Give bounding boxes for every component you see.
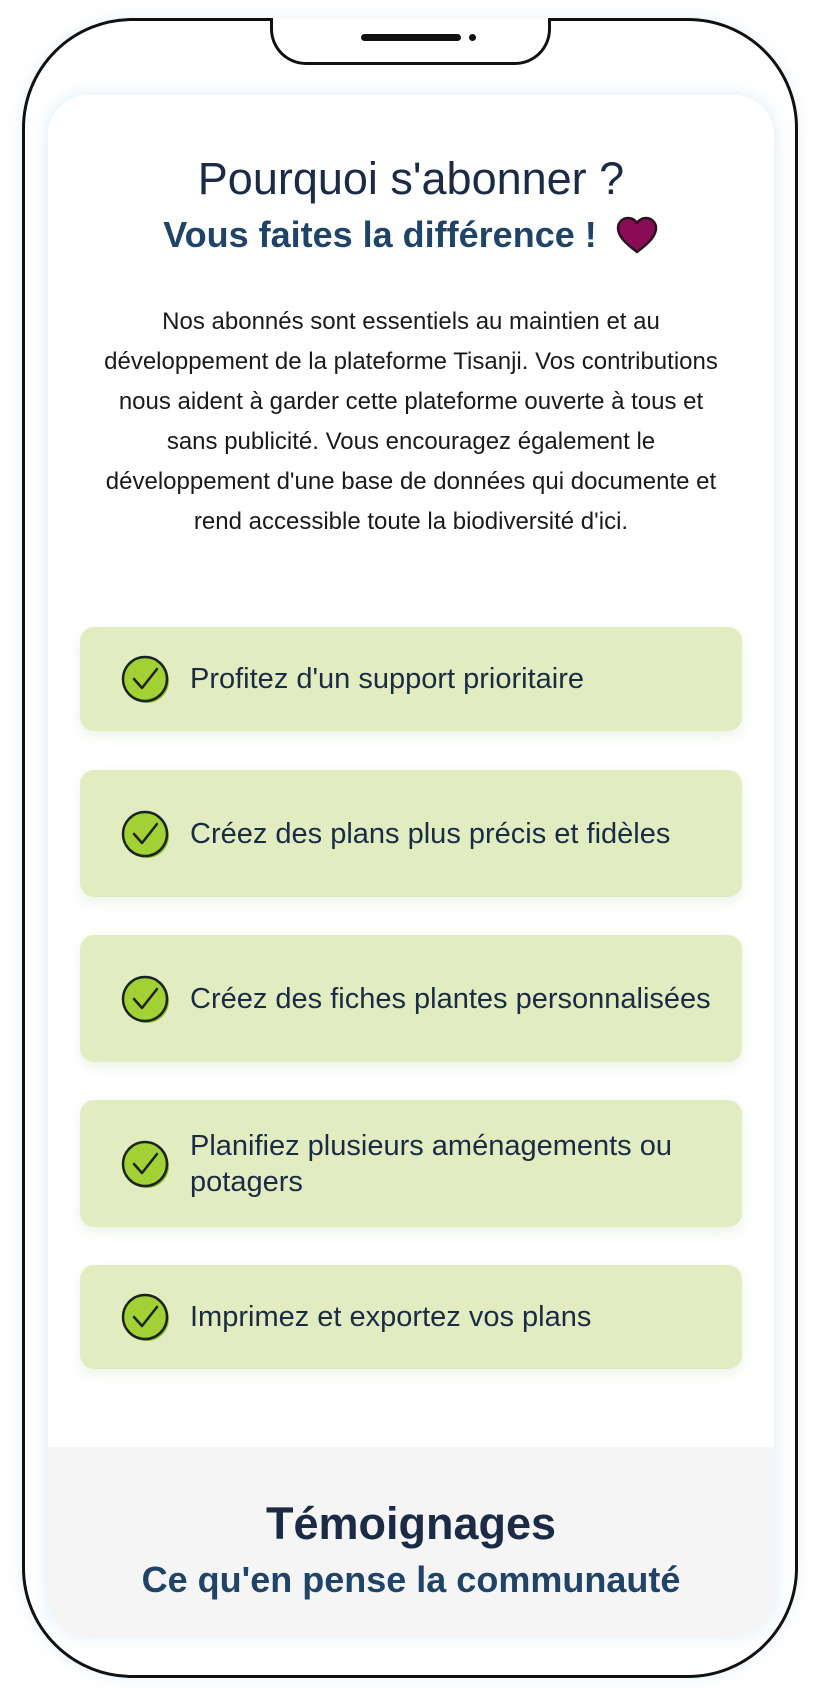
front-camera [469,34,476,41]
benefit-item [80,770,742,897]
benefit-label: Créez des plans plus précis et fidèles [190,817,671,850]
benefit-item [80,627,742,731]
check-circle-icon [120,974,170,1024]
benefit-label: Planifiez plusieurs aménagements ou potagers [190,1129,672,1198]
check-circle-icon [120,654,170,704]
benefit-label: Profitez d'un support prioritaire [190,663,585,695]
testimonials-section [48,1447,774,1635]
subtitle-row [163,213,658,256]
phone-screen [48,95,774,1635]
testimonials-subtitle: Ce qu'en pense la communauté [141,1559,681,1600]
heart-icon [615,215,659,255]
why-title: Pourquoi s'abonner ? [197,153,625,204]
why-subtitle: Vous faites la différence ! [163,214,597,255]
check-circle-icon [120,1292,170,1342]
intro-paragraph: Nos abonnés sont essentiels au maintien et au développement de la plateforme Tisanji. Vos contributions nous aident à garder cette plateforme ouverte à tous et sans publicité. Vous encouragez également le développement d'une base de données qui documente et rend accessible toute la biodiversité d'ici. [104,308,718,535]
phone-notch [270,18,551,65]
benefit-label: Imprimez et exportez vos plans [190,1301,592,1333]
benefit-label: Créez des fiches plantes personnalisées [190,982,711,1015]
testimonials-title: Témoignages [265,1498,557,1549]
check-circle-icon [120,1139,170,1189]
speaker-grille [361,34,461,41]
benefit-item [80,935,742,1062]
benefit-item [80,1265,742,1369]
check-circle-icon [120,809,170,859]
why-subtitle-row [48,213,774,256]
benefit-item [80,1100,742,1227]
why-subscribe-section [48,95,774,1447]
